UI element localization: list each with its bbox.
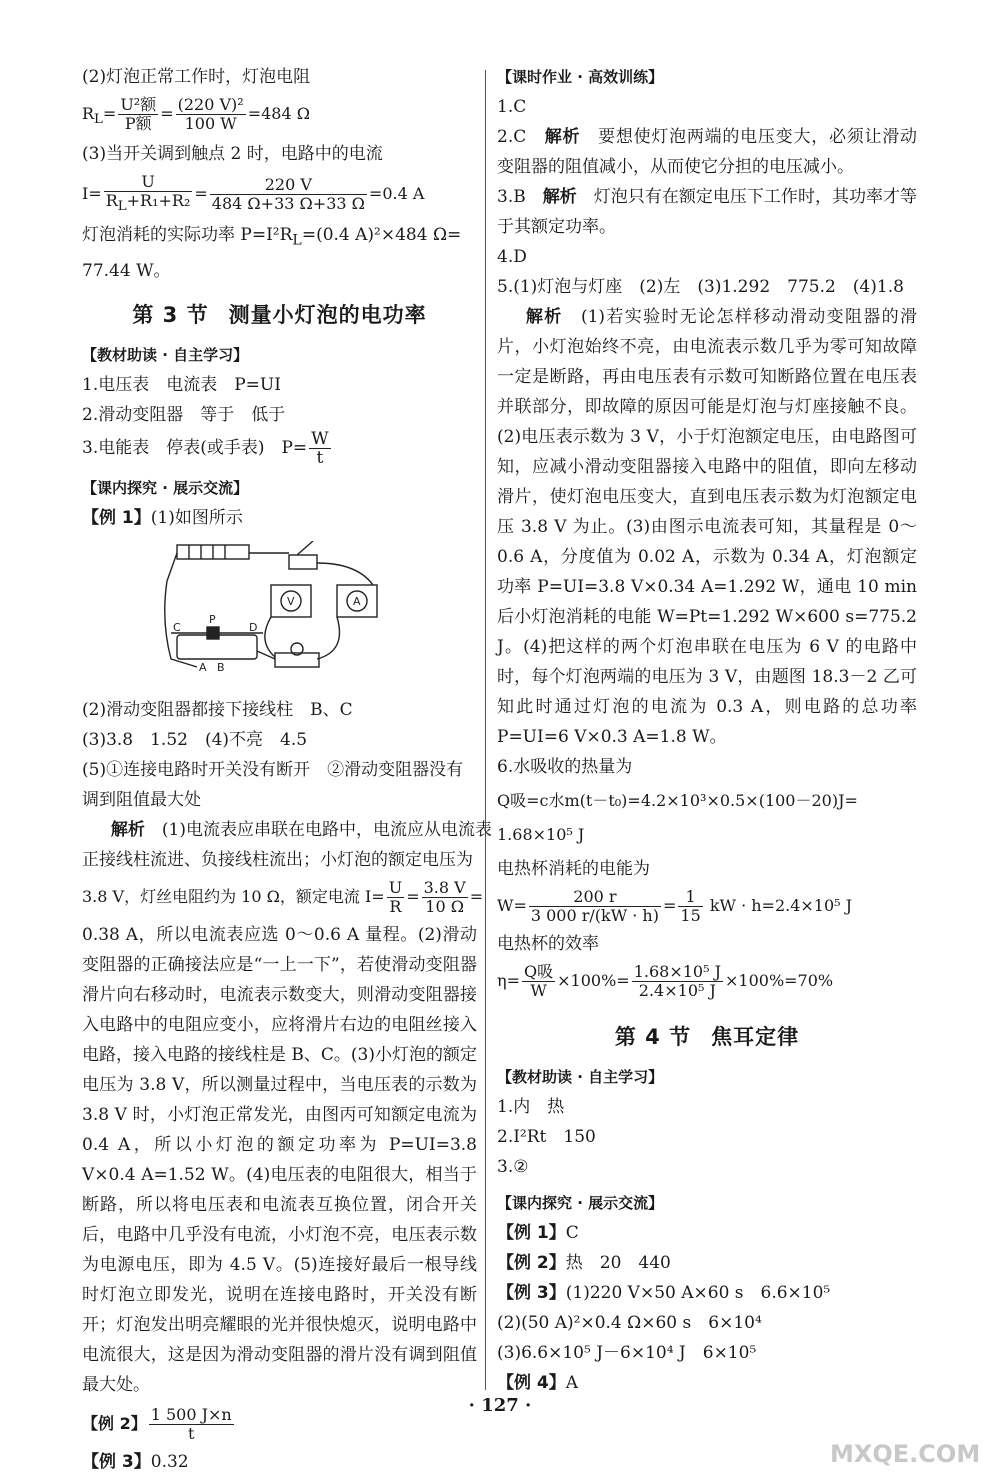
terminal-label: P: [209, 612, 216, 626]
formula-subscript: L: [94, 112, 103, 128]
example-label: 【例 1】: [82, 507, 151, 528]
analysis-paragraph: [497, 302, 917, 752]
formula-energy: W= $\frac{200 r}{3 000 r/(kW \cdot h)}$ = $\frac{1}{15}$ kW · h=2.4×10⁵ J: [497, 887, 853, 925]
fraction: [522, 963, 555, 1000]
example-line: [82, 1447, 477, 1477]
section-title: [82, 300, 477, 330]
numerator: 220 V: [210, 176, 367, 195]
text-part: 灯泡消耗的实际功率 P=I²R: [82, 225, 293, 246]
analysis-line: 正接线柱流进、负接线柱流出；小灯泡的额定电压为: [82, 849, 473, 870]
formula-result: =0.4 A: [368, 184, 425, 204]
example-text: (1)220 V×50 A×60 s 6.6×10⁵: [565, 1283, 831, 1303]
fraction: [422, 879, 468, 916]
example-line: (2)(50 A)²×0.4 Ω×60 s 6×10⁴: [497, 1313, 762, 1333]
answer-line: (3)3.8 1.52 (4)不亮 4.5: [82, 729, 308, 750]
text-part: 3.8 V，灯丝电阻约为 10 Ω，额定电流 I=: [82, 886, 385, 906]
numerator: 1.68×10⁵ J: [633, 962, 721, 981]
analysis-text: (1)电流表应串联在电路中，电流应从电流表: [161, 819, 492, 840]
example-label: 【例 2】: [82, 1413, 147, 1433]
text-part: ×100%=: [557, 971, 630, 990]
switch-icon: [289, 555, 317, 569]
terminal-label: A: [199, 660, 207, 674]
denominator: 484 Ω+33 Ω+33 Ω: [211, 194, 365, 214]
subsection-heading: 【教材助读 · 自主学习】: [82, 345, 249, 364]
section-name: 焦耳定律: [711, 1025, 800, 1049]
watermark: MXQE.COM: [830, 1440, 981, 1468]
subsection-heading: 【课内探究 · 展示交流】: [497, 1194, 664, 1212]
denominator: P额: [124, 114, 152, 133]
denominator: R: [389, 896, 402, 916]
formula-symbol: I=: [82, 184, 102, 204]
analysis-text: (1)若实验时无论怎样移动滑动变阻器的滑片，小灯泡始终不亮，由电流表示数几乎为零可知故障一定是断路，再由电压表有示数可知断路位置在电压表并联部分，即故障的原因可能是灯泡与灯座接触不良。(2)电压表示数为 3 V，小于灯泡额定电压，由电路图可知，应减小滑动变阻器接入电路中的阻值，即向左移动滑片，使灯泡电压变大，直到电压表示数为灯泡额定电压 3.8 V 为止。(3)由图示电流表可知，其量程是 0～0.6 A，分度值为 0.02 A，示数为 0.34 A，灯泡额定功率 P=UI=3.8 V×0.34 A=1.292 W，通电 10 min 后小灯泡消耗的电能 W=Pt=1.292 W×600 s=775.2 J。(4)把这样的两个灯泡串联在电压为 6 V 的电路中时，每个灯泡两端的电压为 3 V，由题图 18.3－2 乙可知此时通过灯泡的电流为 0.3 A，则电路的总功率 P=UI=6 V×0.3 A=1.8 W。: [497, 307, 917, 747]
denominator: 3 000 r/(kW · h): [530, 906, 659, 925]
section-number: 第 3 节: [132, 302, 209, 327]
example-line: [82, 503, 477, 533]
right-column: [497, 62, 917, 1398]
formula-heat-result: 1.68×10⁵ J: [497, 825, 585, 844]
subsection-heading: 【课内探究 · 展示交流】: [82, 478, 249, 497]
numerator: 3.8 V: [423, 877, 466, 897]
answer-paragraph: [497, 122, 917, 182]
terminal-label: B: [217, 660, 225, 674]
example-text: C: [565, 1223, 579, 1243]
wire: [317, 617, 340, 659]
example-line: [497, 1368, 917, 1398]
den-tail: +R₁+R₂: [126, 191, 191, 211]
denominator: [104, 192, 193, 216]
analysis-paragraph: 0.38 A，所以电流表应选 0～0.6 A 量程。(2)滑动变阻器的正确接法应是“一上一下”，若使滑动变阻器滑片向右移动时，电流表示数变大，则滑动变阻器接入电路中的电阻应变小，应将滑片右边的电阻丝接入电路，接入电路的接线柱是 B、C。(3)小灯泡的额定电压为 3.8 V，所以测量过程中，当电压表的示数为 3.8 V 时，小灯泡正常发光，由图丙可知额定电流为 0.4 A，所以小灯泡的额定功率为 P=UI=3.8 V×0.4 A=1.52 W。(4)电压表的电阻很大，相当于断路，所以将电压表和电流表互换位置，闭合开关后，电路中几乎没有电流，小灯泡不亮，电压表示数为电源电压，即为 4.5 V。(5)连接好最后一根导线时灯泡立即发光，说明在连接电路时，开关没有断开；灯泡发出明亮耀眼的光并很快熄灭，说明电路中电流很大，这是因为滑动变阻器的滑片没有调到阻值最大处。: [82, 924, 477, 1395]
den-subscript: L: [117, 199, 127, 215]
page-number: · 127 ·: [468, 1395, 532, 1416]
meter-label: A: [353, 594, 361, 608]
answer-head: 2.C: [497, 127, 527, 147]
answer-line: 1.C: [497, 97, 527, 117]
example-text: 热 20 440: [565, 1253, 671, 1273]
example-label: 【例 1】: [497, 1223, 566, 1243]
numerator: U²额: [120, 95, 157, 114]
analysis-label: 解析: [544, 127, 581, 147]
example-text: (1)如图所示: [150, 507, 243, 528]
analysis-label: 解析: [525, 307, 563, 327]
text-part: ×100%=70%: [725, 971, 834, 990]
column-divider: [485, 70, 486, 1390]
answer-line: 6.水吸收的热量为: [497, 757, 633, 777]
example-label: 【例 3】: [82, 1451, 151, 1472]
fraction: [529, 888, 661, 925]
numerator: W: [311, 428, 329, 449]
slider-icon: [207, 627, 219, 639]
numerator: 1: [678, 888, 702, 907]
analysis-label: 解析: [110, 819, 145, 840]
example-line: [497, 1278, 917, 1308]
wire: [265, 617, 275, 657]
analysis-line: [82, 815, 492, 845]
answer-line: (5)①连接电路时开关没有断开 ②滑动变阻器没有: [82, 759, 464, 780]
text-part: kW · h=2.4×10⁵ J: [709, 896, 853, 915]
formula-symbol: R: [82, 104, 95, 123]
analysis-text: 要想使灯泡两端的电压变大，必须让滑动变阻器的阻值减小，从而使它分担的电压减小。: [497, 127, 918, 177]
wire: [317, 563, 373, 585]
fraction: [632, 963, 723, 1000]
left-column: [82, 62, 492, 1477]
analysis-formula: 3.8 V，灯丝电阻约为 10 Ω，额定电流 I= $\frac{U}{R}$ = $\frac{3.8 V}{10 \Omega}$ =: [82, 877, 484, 916]
section-title: [497, 1022, 917, 1052]
answer-line: 2.I²Rt 150: [497, 1127, 596, 1147]
terminal-label: C: [173, 620, 181, 634]
terminal-label: D: [249, 620, 258, 634]
denominator: W: [530, 981, 547, 1000]
analysis-text: 灯泡只有在额定电压下工作时，其功率才等于其额定功率。: [497, 187, 918, 237]
fraction: [387, 879, 404, 916]
denominator: 15: [680, 906, 701, 925]
subsection-heading: 【教材助读 · 自主学习】: [497, 1068, 664, 1086]
example-line: [497, 1248, 917, 1278]
answer-line: 4.D: [497, 247, 527, 267]
numerator: (220 V)²: [177, 95, 244, 114]
denominator: 100 W: [184, 114, 237, 133]
text-line: 电热杯的效率: [497, 934, 599, 954]
example-label: 【例 3】: [497, 1283, 566, 1303]
fraction: [678, 888, 702, 925]
answer-line: 调到阻值最大处: [82, 789, 201, 810]
answer-line: 1.电压表 电流表 P=UI: [82, 374, 281, 395]
answer-line: 3.②: [497, 1157, 529, 1177]
text-part: 3.电能表 停表(或手表) P=: [82, 437, 308, 458]
denominator: 10 Ω: [425, 896, 464, 916]
text-line: (2)灯泡正常工作时，灯泡电阻: [82, 67, 311, 87]
text-part: =(0.4 A)²×484 Ω=: [301, 225, 462, 246]
text-part: W=: [497, 896, 527, 915]
numerator: U: [388, 877, 403, 897]
denominator: 2.4×10⁵ J: [638, 981, 716, 1000]
formula-current: I= $\frac{U}{R_L+R_1+R_2}$ = $\frac{220 V}{484 \Omega+33 \Omega+33 \Omega}$ =0.4 A: [82, 172, 425, 215]
fraction: [176, 96, 246, 133]
formula-heat: Q吸=c水m(t－t₀)=4.2×10³×0.5×(100－20)J=: [497, 791, 858, 810]
subscript: L: [292, 232, 302, 249]
example-line: (3)6.6×10⁵ J－6×10⁴ J 6×10⁵: [497, 1343, 757, 1363]
meter-label: V: [287, 594, 295, 608]
wire: [165, 553, 197, 667]
subsection-heading: 【课时作业 · 高效训练】: [497, 68, 664, 86]
answer-line: 5.(1)灯泡与灯座 (2)左 (3)1.292 775.2 (4)1.8: [497, 277, 904, 297]
answer-line: 1.内 热: [497, 1097, 565, 1117]
answer-head: 3.B: [497, 187, 526, 207]
fraction: [309, 430, 330, 467]
formula-resistance: $R_L=$ $\frac{\text{U²额}}{\text{P额}}$ = $\frac{\text{(220 V)²}}{100 W}$ =484 Ω: [82, 95, 310, 133]
numerator: U: [104, 173, 193, 192]
formula-efficiency: [497, 963, 917, 1000]
den-symbol: R: [105, 191, 118, 211]
fraction: [118, 96, 158, 133]
example-text: 0.32: [150, 1451, 189, 1472]
text-line: 77.44 W。: [82, 260, 171, 281]
fraction: [210, 176, 367, 213]
text-part: η=: [497, 971, 520, 990]
answer-paragraph: [497, 182, 917, 242]
circuit-diagram: [157, 541, 397, 681]
example-text: A: [565, 1373, 579, 1393]
answer-line: 2.滑动变阻器 等于 低于: [82, 404, 286, 425]
analysis-label: 解析: [542, 187, 577, 207]
section-name: 测量小灯泡的电功率: [228, 302, 427, 327]
numerator: Q吸: [524, 962, 554, 981]
formula-result: =484 Ω: [247, 104, 310, 123]
example-label: 【例 4】: [497, 1373, 566, 1393]
example-label: 【例 2】: [497, 1253, 566, 1273]
text-line: (3)当开关调到触点 2 时，电路中的电流: [82, 144, 383, 165]
example-line: [497, 1218, 917, 1248]
fraction: [104, 173, 193, 216]
answer-line: [82, 430, 477, 467]
numerator: 1 500 J×n: [150, 1404, 232, 1424]
denominator: t: [316, 447, 324, 468]
answer-line: (2)滑动变阻器都接下接线柱 B、C: [82, 699, 353, 720]
text-line: 电热杯消耗的电能为: [497, 859, 650, 879]
text-line: [82, 220, 477, 255]
numerator: 200 r: [529, 888, 661, 907]
denominator: t: [188, 1423, 195, 1443]
section-number: 第 4 节: [614, 1025, 692, 1049]
